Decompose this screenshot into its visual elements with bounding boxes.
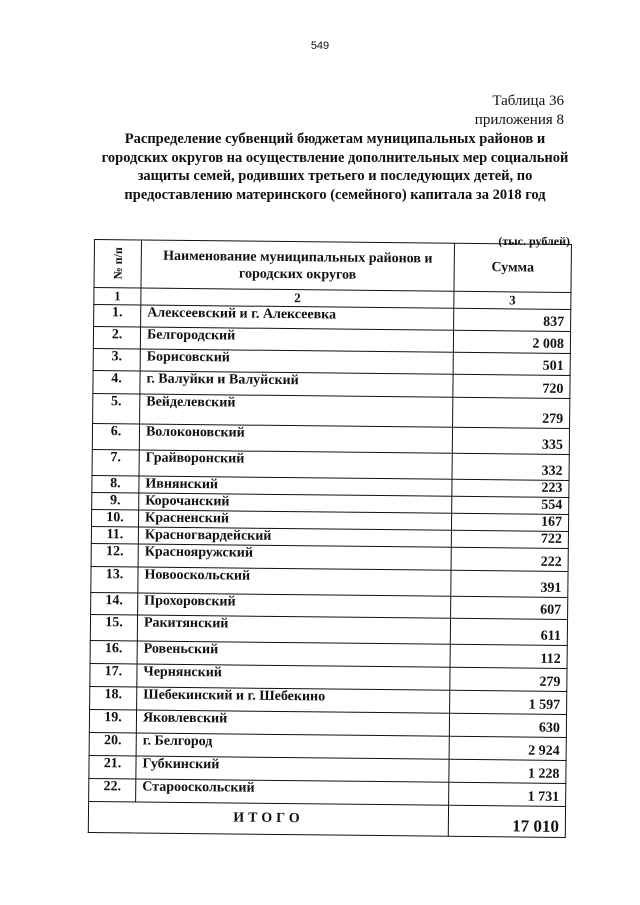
document-title: Распределение субвенций бюджетам муниципальных районов и городских округов на осуществление дополнительных мер социальной защиты семей, родивших третьего и последующих детей, по предоставлению материнского (семейного) капитала за 2018 год [101, 131, 569, 203]
table-body [89, 305, 571, 807]
district-name: Вейделевский [140, 394, 453, 427]
district-name: Волоконовский [139, 424, 452, 453]
row-number: 15. [90, 614, 137, 640]
annex-reference [475, 92, 564, 130]
subvention-amount: 223 [452, 479, 569, 497]
district-name: Чернянский [137, 664, 450, 690]
subvention-amount: 1 228 [449, 759, 566, 783]
district-name: Старооскольский [136, 779, 449, 805]
row-number: 6. [92, 423, 139, 449]
district-name: Губкинский [136, 756, 449, 782]
subvention-amount: 279 [453, 397, 570, 428]
column-index: 3 [454, 291, 571, 309]
subvention-amount: 391 [451, 570, 568, 597]
column-index: 1 [94, 288, 141, 305]
column-index: 2 [141, 288, 454, 308]
row-number: 20. [89, 732, 136, 755]
subvention-amount: 720 [453, 374, 570, 398]
subvention-amount: 2 008 [453, 330, 570, 353]
row-number: 11. [91, 526, 138, 543]
page-number: 549 [310, 40, 330, 52]
subvention-amount: 554 [452, 496, 569, 514]
annex-table-number: Таблица 36 [492, 93, 564, 109]
district-name: г. Белгород [136, 733, 449, 759]
subvention-amount: 1 731 [449, 782, 566, 806]
header-name: Наименование муниципальных районов и городских округов [141, 240, 454, 291]
district-name: Грайворонский [139, 450, 452, 479]
subvention-amount: 611 [450, 618, 567, 645]
subvention-amount: 2 924 [449, 736, 566, 760]
row-number: 3. [93, 348, 140, 370]
district-name: Ровеньский [137, 641, 450, 667]
row-number: 17. [90, 663, 137, 686]
district-name: Новооскольский [138, 567, 451, 596]
row-number: 9. [92, 492, 139, 509]
table-row [93, 393, 570, 428]
district-name: Алексеевский и г. Алексеевка [141, 305, 454, 330]
district-name: Борисовский [140, 349, 453, 374]
district-name: Красненский [138, 510, 451, 530]
district-name: Белгородский [140, 327, 453, 352]
header-sum: Сумма [454, 243, 571, 292]
district-name: Краснояружский [138, 544, 451, 570]
subvention-amount: 167 [451, 513, 568, 531]
district-name: Корочанский [139, 493, 452, 513]
row-number: 13. [91, 566, 138, 592]
subvention-amount: 630 [449, 713, 566, 737]
subvention-amount: 501 [453, 352, 570, 375]
total-row [88, 801, 565, 837]
row-number: 5. [93, 393, 140, 423]
row-number: 12. [91, 543, 138, 566]
total-label: ИТОГО [88, 801, 448, 836]
subvention-amount: 112 [450, 644, 567, 668]
subvention-amount: 607 [451, 596, 568, 619]
subvention-amount: 837 [454, 308, 571, 331]
row-number: 19. [89, 709, 136, 732]
row-number: 8. [92, 475, 139, 492]
district-name: Прохоровский [138, 593, 451, 618]
district-name: Красногвардейский [138, 527, 451, 547]
row-number: 10. [91, 509, 138, 526]
row-number: 14. [91, 592, 138, 614]
row-number: 16. [90, 640, 137, 663]
row-number: 21. [89, 755, 136, 778]
row-number: 18. [90, 686, 137, 709]
row-number: 22. [89, 778, 136, 801]
annex-appendix: приложения 8 [474, 112, 564, 128]
subvention-amount: 332 [452, 453, 569, 480]
subvention-amount: 335 [452, 427, 569, 454]
header-num: № п/п [94, 240, 142, 288]
district-name: Ивнянский [139, 476, 452, 496]
district-name: Ракитянский [137, 615, 450, 644]
row-number: 4. [93, 370, 140, 393]
row-number: 1. [94, 305, 141, 327]
subvention-amount: 222 [451, 547, 568, 571]
subvention-table [88, 239, 572, 838]
row-number: 7. [92, 449, 139, 475]
units-label: (тыс. рублей) [498, 234, 570, 248]
total-sum: 17 010 [448, 805, 565, 837]
subvention-amount: 1 597 [450, 690, 567, 714]
district-name: г. Валуйки и Валуйский [140, 371, 453, 397]
district-name: Шебекинский и г. Шебекино [137, 687, 450, 713]
subvention-amount: 722 [451, 530, 568, 548]
district-name: Яковлевский [136, 710, 449, 736]
subvention-amount: 279 [450, 667, 567, 691]
table-header-row [94, 240, 571, 293]
row-number: 2. [93, 327, 140, 349]
